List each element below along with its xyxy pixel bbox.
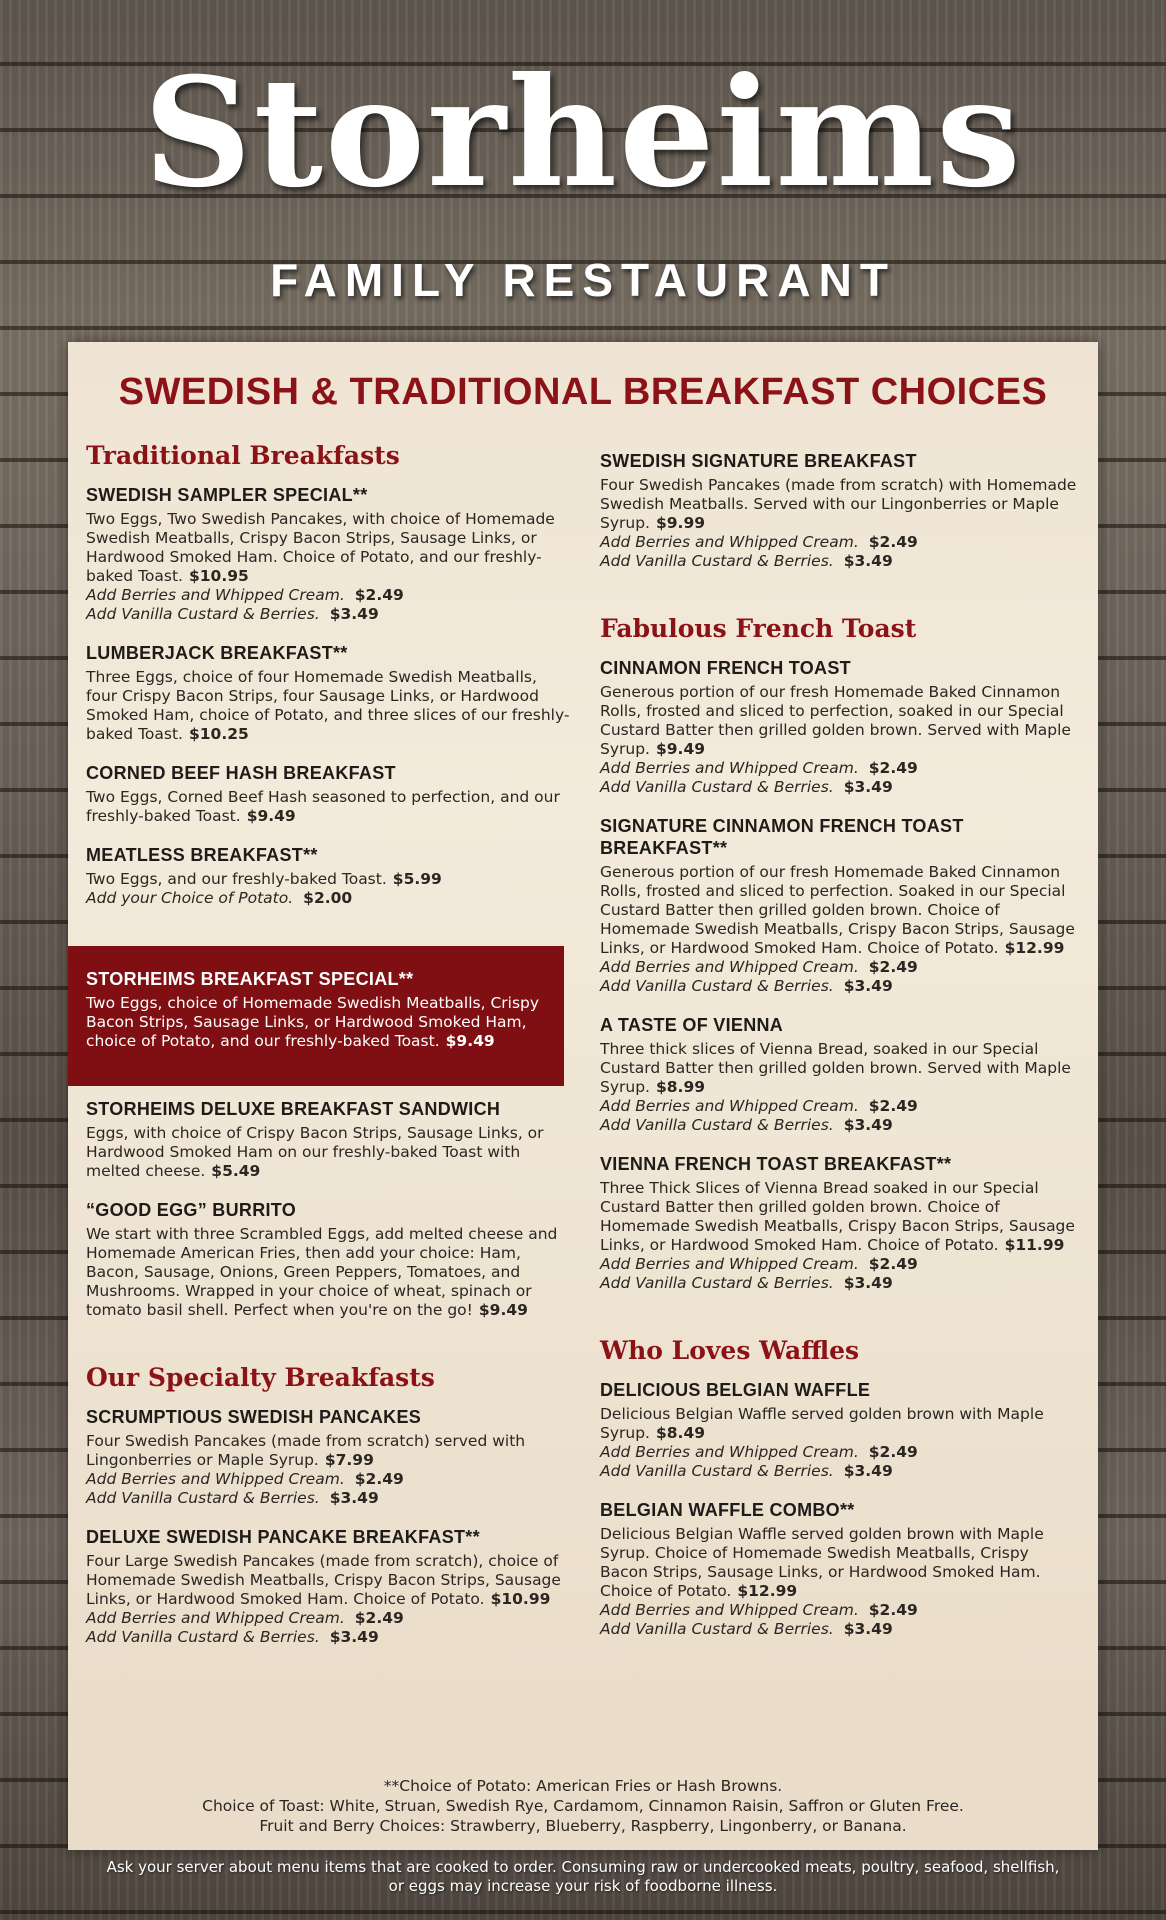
item-description: Delicious Belgian Waffle served golden brown with Maple Syrup. $8.49 [600,1405,1044,1442]
item-price: $9.49 [445,1032,495,1050]
section-heading-waffles: Who Loves Waffles [600,1336,860,1365]
item-price: $7.99 [324,1451,374,1469]
item-description: Four Swedish Pancakes (made from scratch) with Homemade Swedish Meatballs. Served with our Lingonberries or Maple Syrup. $9.99 [600,476,1077,532]
item-price: $8.99 [655,1078,706,1096]
item-addon: Add Vanilla Custard & Berries. $3.49 [86,1489,379,1507]
item-addon: Add Berries and Whipped Cream. $2.49 [86,586,404,604]
item-price: $8.49 [655,1424,706,1442]
menu-item [600,1379,1080,1481]
menu-item [86,762,571,826]
menu-item [86,844,571,908]
item-price: $9.49 [246,807,296,825]
menu-item [600,1014,1080,1135]
item-name: MEATLESS BREAKFAST** [86,845,318,865]
item-description: Two Eggs, choice of Homemade Swedish Meatballs, Crispy Bacon Strips, Sausage Links, or Hardwood Smoked Ham, choice of Potato, and our freshly-baked Toast. $9.49 [86,994,540,1050]
menu-item [86,1199,571,1320]
item-description: Generous portion of our fresh Homemade Baked Cinnamon Rolls, frosted and sliced to perfection. Soaked in our Special Custard Batter then grilled golden brown. Choice of Homemade Swedish Meatballs, Crispy Bacon Strips, Sausage Links, or Hardwood Smoked Ham. Choice of Potato. $12.99 [600,863,1075,957]
item-price: $9.99 [655,514,706,532]
item-addon: Add Vanilla Custard & Berries. $3.49 [600,1620,893,1638]
item-name: STORHEIMS BREAKFAST SPECIAL** [86,969,414,989]
menu-title: SWEDISH & TRADITIONAL BREAKFAST CHOICES [118,371,1048,413]
item-addon: Add Vanilla Custard & Berries. $3.49 [600,1274,893,1292]
item-name: VIENNA FRENCH TOAST BREAKFAST** [600,1154,952,1174]
menu-item [86,1406,571,1508]
item-addon: Add Vanilla Custard & Berries. $3.49 [600,977,893,995]
item-addon: Add your Choice of Potato. $2.00 [86,889,353,907]
item-name: SIGNATURE CINNAMON FRENCH TOAST BREAKFAST** [600,816,964,858]
item-addon: Add Berries and Whipped Cream. $2.49 [600,1601,918,1619]
item-price: $10.25 [188,725,249,743]
item-price: $9.49 [655,740,706,758]
item-addon: Add Vanilla Custard & Berries. $3.49 [86,605,379,623]
item-price: $12.99 [737,1582,798,1600]
item-price: $10.95 [188,567,249,585]
item-price: $11.99 [1004,1236,1065,1254]
item-addon: Add Berries and Whipped Cream. $2.49 [600,1443,918,1461]
item-addon: Add Berries and Whipped Cream. $2.49 [600,1255,918,1273]
item-description: Two Eggs, and our freshly-baked Toast. $5.99 [86,870,442,888]
food-safety-disclaimer: Ask your server about menu items that are cooked to order. Consuming raw or undercooked meats, poultry, seafood, shellfish, or eggs may increase your risk of foodborne illness. [106,1858,1060,1895]
right-column [600,450,1080,1657]
item-description: We start with three Scrambled Eggs, add melted cheese and Homemade American Fries, then add your choice: Ham, Bacon, Sausage, Onions, Green Peppers, Tomatoes, and Mushrooms. Wrapped in your choice of wheat, spinach or tomato basil shell. Perfect when you're on the go! $9.49 [86,1225,558,1319]
item-price: $5.99 [392,870,442,888]
restaurant-tagline: FAMILY RESTAURANT [270,254,896,306]
menu-item [600,815,1080,996]
menu-footnotes [68,1776,1098,1836]
section-heading-french-toast: Fabulous French Toast [600,614,917,643]
item-name: CORNED BEEF HASH BREAKFAST [86,763,396,783]
item-description: Four Swedish Pancakes (made from scratch) served with Lingonberries or Maple Syrup. $7.99 [86,1432,526,1469]
item-description: Three Thick Slices of Vienna Bread soaked in our Special Custard Batter then grilled golden brown. Choice of Homemade Swedish Meatballs, Crispy Bacon Strips, Sausage Links, or Hardwood Smoked Ham. Choice of Potato. $11.99 [600,1179,1075,1254]
menu-item [600,1153,1080,1293]
item-addon: Add Berries and Whipped Cream. $2.49 [600,1097,918,1115]
menu-item [600,657,1080,797]
menu-item [86,1526,571,1647]
section-heading-traditional: Traditional Breakfasts [86,441,400,470]
item-price: $9.49 [478,1301,528,1319]
item-description: Delicious Belgian Waffle served golden brown with Maple Syrup. Choice of Homemade Swedish Meatballs, Crispy Bacon Strips, Sausage Links, or Hardwood Smoked Ham. Choice of Potato. $12.99 [600,1525,1044,1600]
footnote-fruit: Fruit and Berry Choices: Strawberry, Blueberry, Raspberry, Lingonberry, or Banana. [259,1817,907,1835]
footnote-toast: Choice of Toast: White, Struan, Swedish Rye, Cardamom, Cinnamon Raisin, Saffron or Gluten Free. [202,1797,964,1815]
item-name: “GOOD EGG” BURRITO [86,1200,297,1220]
item-addon: Add Vanilla Custard & Berries. $3.49 [600,778,893,796]
menu-item [86,1098,571,1181]
item-description: Four Large Swedish Pancakes (made from scratch), choice of Homemade Swedish Meatballs, Crispy Bacon Strips, Sausage Links, or Hardwood Smoked Ham. Choice of Potato. $10.99 [86,1552,561,1608]
restaurant-logo: Storheims [143,45,1023,221]
footnote-potato: **Choice of Potato: American Fries or Hash Browns. [383,1777,783,1795]
item-addon: Add Berries and Whipped Cream. $2.49 [600,958,918,976]
item-addon: Add Berries and Whipped Cream. $2.49 [86,1609,404,1627]
item-addon: Add Vanilla Custard & Berries. $3.49 [600,1116,893,1134]
item-addon: Add Berries and Whipped Cream. $2.49 [600,533,918,551]
item-name: SWEDISH SIGNATURE BREAKFAST [600,451,917,471]
item-description: Eggs, with choice of Crispy Bacon Strips, Sausage Links, or Hardwood Smoked Ham on our freshly-baked Toast with melted cheese. $5.49 [86,1124,544,1180]
item-addon: Add Berries and Whipped Cream. $2.49 [86,1470,404,1488]
item-description: Generous portion of our fresh Homemade Baked Cinnamon Rolls, frosted and sliced to perfection, soaked in our Special Custard Batter then grilled golden brown. Served with Maple Syrup. $9.49 [600,683,1071,758]
menu-item [600,1499,1080,1639]
section-heading-specialty: Our Specialty Breakfasts [86,1363,435,1392]
item-name: CINNAMON FRENCH TOAST [600,658,851,678]
menu-item [600,450,1080,571]
item-name: DELICIOUS BELGIAN WAFFLE [600,1380,871,1400]
item-name: LUMBERJACK BREAKFAST** [86,643,348,663]
menu-item [86,484,571,624]
item-description: Two Eggs, Corned Beef Hash seasoned to perfection, and our freshly-baked Toast. $9.49 [86,788,560,825]
item-name: SWEDISH SAMPLER SPECIAL** [86,485,368,505]
item-addon: Add Vanilla Custard & Berries. $3.49 [600,1462,893,1480]
item-description: Three Eggs, choice of four Homemade Swedish Meatballs, four Crispy Bacon Strips, four Sausage Links, or Hardwood Smoked Ham, choice of Potato, and three slices of our freshly-baked Toast. $10.25 [86,668,570,743]
item-name: DELUXE SWEDISH PANCAKE BREAKFAST** [86,1527,480,1547]
item-description: Two Eggs, Two Swedish Pancakes, with choice of Homemade Swedish Meatballs, Crispy Bacon Strips, Sausage Links, or Hardwood Smoked Ham. Choice of Potato, and our freshly-baked Toast. $10.95 [86,510,555,585]
item-price: $5.49 [211,1162,261,1180]
item-addon: Add Berries and Whipped Cream. $2.49 [600,759,918,777]
item-name: BELGIAN WAFFLE COMBO** [600,1500,855,1520]
item-name: SCRUMPTIOUS SWEDISH PANCAKES [86,1407,422,1427]
item-name: STORHEIMS DELUXE BREAKFAST SANDWICH [86,1099,501,1119]
item-addon: Add Vanilla Custard & Berries. $3.49 [600,552,893,570]
item-price: $10.99 [490,1590,551,1608]
item-description: Three thick slices of Vienna Bread, soaked in our Special Custard Batter then grilled golden brown. Served with Maple Syrup. $8.99 [600,1040,1071,1096]
featured-special-box [68,946,564,1086]
item-addon: Add Vanilla Custard & Berries. $3.49 [86,1628,379,1646]
item-price: $12.99 [1004,939,1065,957]
menu-item [86,642,571,744]
item-name: A TASTE OF VIENNA [600,1015,784,1035]
